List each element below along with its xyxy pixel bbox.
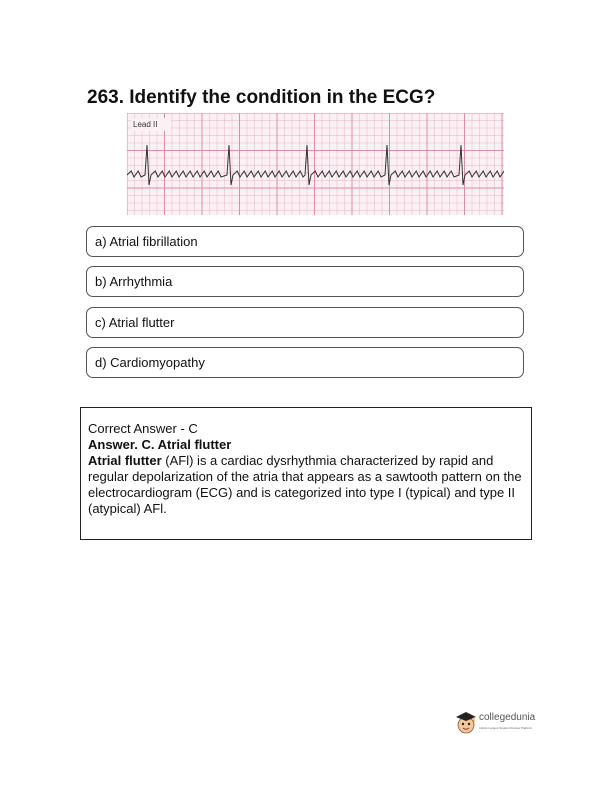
answer-explanation-text: (AFl) is a cardiac dysrhythmia characterized by rapid and regular depolarization of the atria that appears as a sawtooth pattern on the electrocardiogram (ECG) and is categorized into type I (typical) and type II (atypical) AFl. bbox=[88, 453, 522, 516]
answer-term: Atrial flutter bbox=[88, 453, 162, 468]
question-text: Identify the condition in the ECG? bbox=[129, 87, 436, 108]
option-b[interactable]: b) Arrhythmia bbox=[86, 266, 524, 297]
ecg-lead-label: Lead II bbox=[133, 120, 158, 129]
brand-tagline: India's Largest Student Review Platform bbox=[479, 726, 533, 730]
option-a[interactable]: a) Atrial fibrillation bbox=[86, 226, 524, 257]
brand-name: collegedunia bbox=[479, 712, 536, 723]
answer-box bbox=[80, 407, 532, 540]
option-d[interactable]: d) Cardiomyopathy bbox=[86, 347, 524, 378]
graduate-mascot-icon bbox=[455, 709, 477, 735]
answer-explanation bbox=[88, 453, 523, 517]
correct-answer-line: Correct Answer - C bbox=[88, 421, 198, 436]
question-title bbox=[87, 87, 435, 109]
option-c[interactable]: c) Atrial flutter bbox=[86, 307, 524, 338]
answer-heading: Answer. C. Atrial flutter bbox=[88, 437, 232, 452]
ecg-strip bbox=[127, 113, 504, 215]
collegedunia-logo bbox=[455, 709, 545, 739]
ecg-background bbox=[127, 113, 504, 215]
question-number: 263. bbox=[87, 87, 124, 108]
